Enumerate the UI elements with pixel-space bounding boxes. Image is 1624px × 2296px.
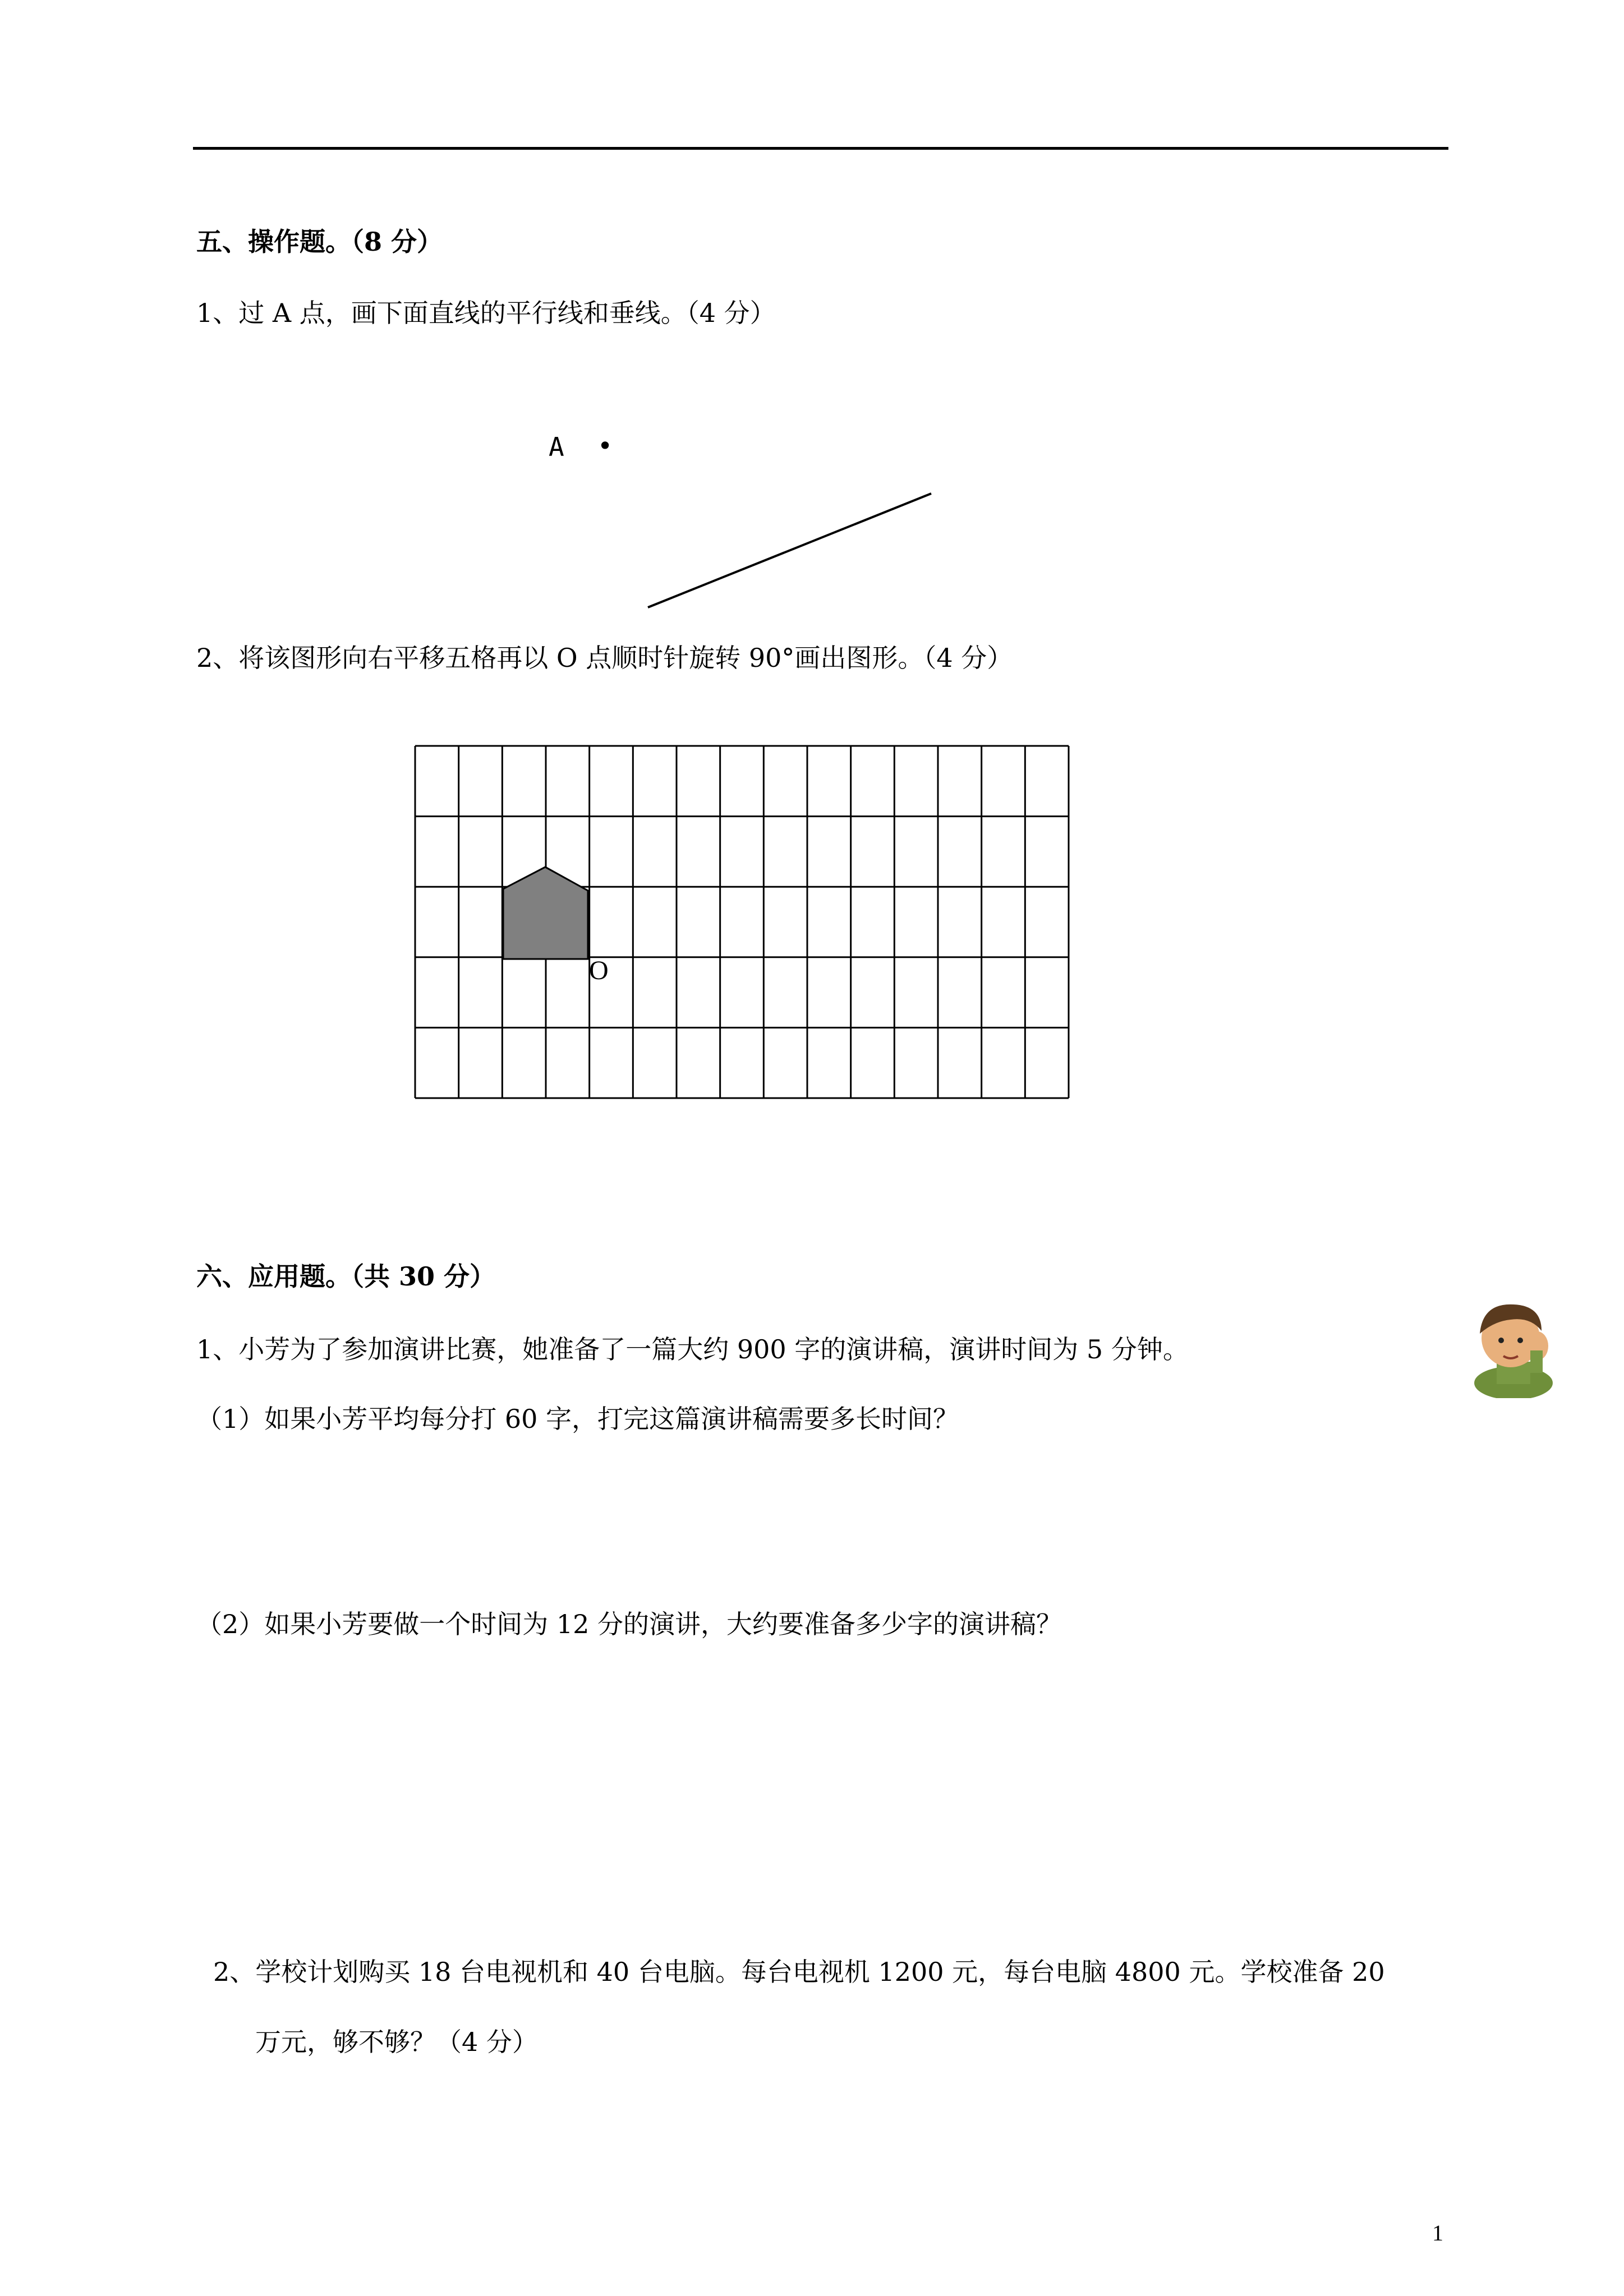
section6-q2-line1: 2、学校计划购买 18 台电视机和 40 台电脑。每台电视机 1200 元，每台电脑 4800 元。学校准备 20 bbox=[213, 1957, 1385, 1987]
section5-q1: 1、过 A 点，画下面直线的平行线和垂线。（4 分） bbox=[196, 298, 776, 328]
section5-title: 五、操作题。（8 分） bbox=[196, 227, 443, 257]
section5-q2: 2、将该图形向右平移五格再以 O 点顺时针旋转 90°画出图形。（4 分） bbox=[196, 643, 1013, 673]
section6-title: 六、应用题。（共 30 分） bbox=[196, 1261, 496, 1292]
section6-q1-part2: （2）如果小芳要做一个时间为 12 分的演讲，大约要准备多少字的演讲稿？ bbox=[196, 1609, 1062, 1639]
cartoon-boy-image bbox=[1457, 1294, 1564, 1398]
section6-q2-line2: 万元，够不够？（4 分） bbox=[255, 2027, 538, 2057]
section6-q1-part1: （1）如果小芳平均每分打 60 字，打完这篇演讲稿需要多长时间？ bbox=[196, 1404, 959, 1434]
section6-q1-intro: 1、小芳为了参加演讲比赛，她准备了一篇大约 900 字的演讲稿，演讲时间为 5 分钟。 bbox=[196, 1334, 1189, 1364]
point-a-dot: • bbox=[597, 431, 613, 461]
point-o-label: O bbox=[589, 956, 609, 985]
point-a-label: A bbox=[549, 432, 564, 462]
given-line bbox=[648, 494, 931, 607]
pentagon-shape bbox=[503, 867, 588, 959]
page-number: 1 bbox=[1432, 2220, 1443, 2246]
